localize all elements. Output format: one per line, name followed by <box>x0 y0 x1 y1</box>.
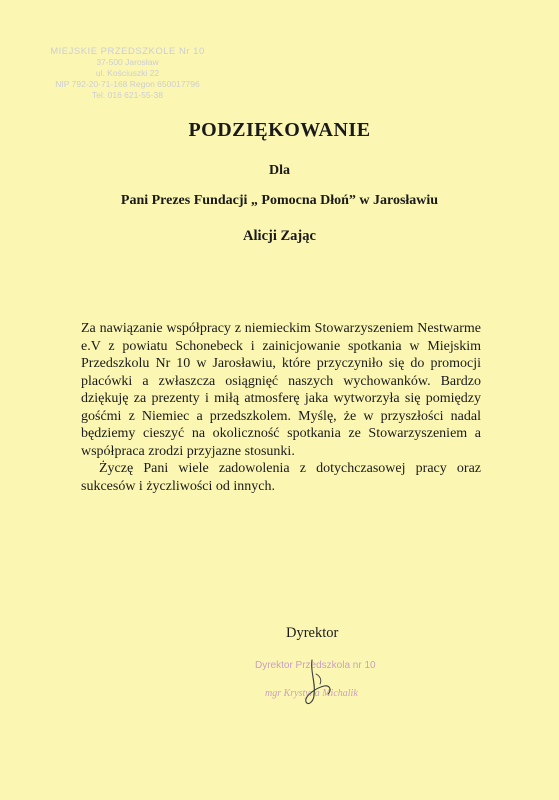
signature-stamp-name: mgr Krystyna Michalik <box>265 688 358 699</box>
recipient-name: Alicji Zając <box>243 228 316 244</box>
recipient-line: Pani Prezes Fundacji „ Pomocna Dłoń” w Jarosławiu <box>120 193 439 208</box>
stamp-line: MIEJSKIE PRZEDSZKOLE Nr 10 <box>50 46 205 57</box>
stamp-line: Tel. 016 621-55-38 <box>92 90 163 100</box>
stamp-line: ul. Kościuszki 22 <box>95 68 160 78</box>
addressee-label: Dla <box>269 163 290 178</box>
signatory-role: Dyrektor <box>286 625 339 641</box>
signature-stamp-title: Dyrektor Przedszkola nr 10 <box>255 660 376 671</box>
paragraph-wishes: Życzę Pani wiele zadowolenia z dotychczasowej pracy oraz sukcesów i życzliwości od innych. <box>81 461 481 494</box>
institution-stamp <box>40 46 215 101</box>
document-title: PODZIĘKOWANIE <box>188 119 371 141</box>
stamp-line: NIP 792-20-71-168 Regon 650017796 <box>55 79 200 89</box>
handwritten-signature <box>270 652 360 712</box>
letter-body <box>81 320 481 495</box>
paragraph-thanks: Za nawiązanie współpracy z niemieckim Stowarzyszeniem Nestwarme e.V z powiatu Schonebeck i zainicjowanie spotkania w Miejskim Przedszkolu Nr 10 w Jarosławiu, które przyczyniło się do promocji placówki a zwłaszcza osiągnięć naszych wychowanków. Bardzo dziękuję za prezenty i miłą atmosferę jaka wytworzyła się pomiędzy gośćmi z Niemiec a przedszkolem. Myślę, że w przyszłości nadal będziemy cieszyć na okoliczność spotkania ze Stowarzyszeniem a współpraca zrodzi przyjazne stosunki. <box>81 321 481 459</box>
stamp-line: 37-500 Jarosław <box>96 57 159 67</box>
